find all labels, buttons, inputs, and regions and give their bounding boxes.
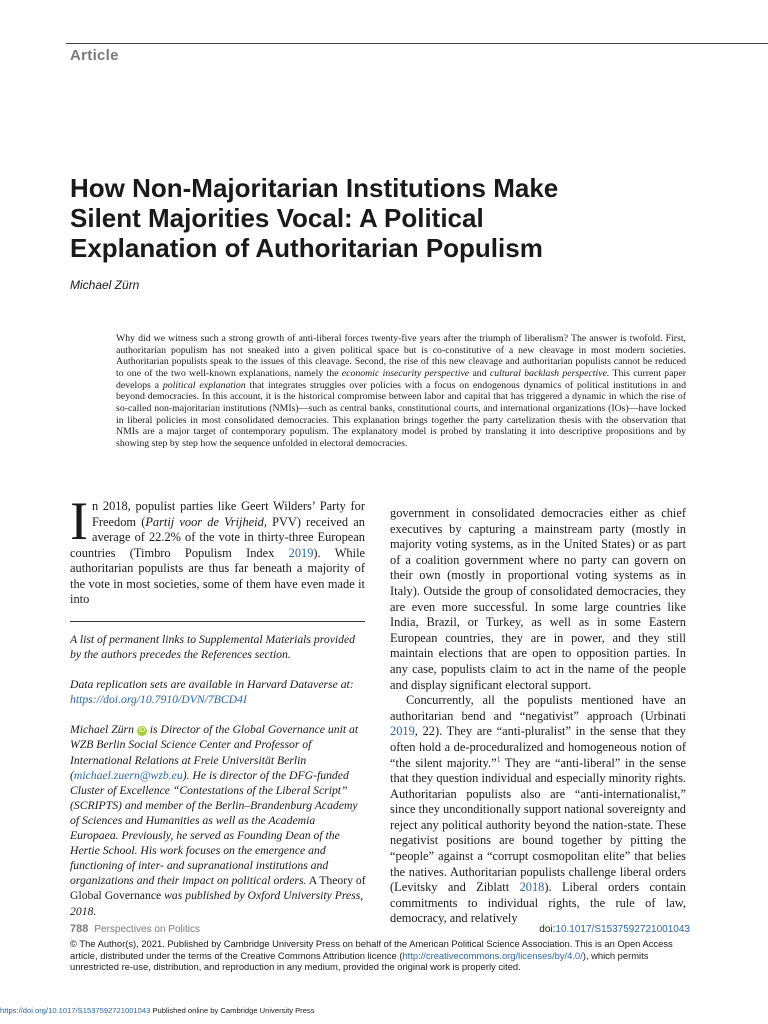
title-line: Explanation of Authoritarian Populism — [70, 233, 543, 263]
license-text: © The Author(s), 2021. Published by Cambridge University Press on behalf of the American Political Science Association. This is an Open Access article, distributed under the terms of the Creative Commons Attribution licence (http://creativecommons.org/licenses/by/4.0/), which permits unrestricted re-use, distribution, and reproduction in any medium, provided the original work is properly cited. — [70, 938, 673, 973]
doi-link[interactable]: 10.1017/S1537592721001043 — [555, 924, 690, 935]
body-paragraph: government in consolidated democracies either as chief executives by capturing a mainstream party (mostly in majority voting systems, as in the United States) or as part of a coalition government where no party can govern on their own (mostly in proportional voting systems as in Italy). Outside the group of consolidated democracies, they are even more successful. In some large countries like India, Brazil, or Turkey, as well as in some Eastern European countries, they are in power, and they still maintain elections that are open to opposition parties. In any case, populists claim to act in the name of the people and display significant electoral support. — [390, 506, 686, 692]
footnote-divider — [70, 621, 365, 622]
article-title — [70, 173, 710, 263]
publication-notice: https://doi.org/10.1017/S1537592721001043 Published online by Cambridge University Press — [0, 1006, 315, 1015]
citation-link[interactable]: 2018 — [519, 880, 545, 895]
footnote-marker[interactable]: 1 — [496, 754, 501, 764]
abstract: Why did we witness such a strong growth of anti-liberal forces twenty-five years after the triumph of liberalism? The answer is twofold. First, authoritarian populism has not sneaked into a given political space but is co-constitutive of a new cleavage in most modern societies. Authoritarian populists speak to the issues of this cleavage. Second, the rise of this new cleavage and authoritarian populists cannot be reduced to one of the two well-known explanations, namely the economic insecurity perspective and cultural backlash perspective. This current paper develops a political explanation that integrates struggles over policies with a focus on endogenous dynamics of political institutions in and beyond democracies. In this account, it is the historical compromise between labor and capital that has triggered a dynamic in which the rise of so-called non-majoritarian institutions (NMIs)—such as central banks, constitutional courts, and international organizations (IOs)—have locked in liberal policies in most consolidated democracies. This explanation brings together the party cartelization thesis with the observation that NMIs are a major target of contemporary populism. The explanatory model is probed by translating it into descriptive propositions and by showing step by step how the sequence unfolded in electoral democracies. — [116, 333, 687, 449]
body-paragraph: Concurrently, all the populists mentioned have an authoritarian bend and “negativist” approach (Urbinati 2019, 22). They are “anti-pluralist” in the sense that they often hold a de-proceduralized and homogeneous notion of “the silent majority.”$^1$ They are “anti-liberal” in the sense that they question individual and especially minority rights. Authoritarian populists also are “anti-internationalist,” since they unconditionally support national sovereignty and reject any political authority beyond the nation-state. These negativist positions are bound together by pitting the “people” against a “corrupt cosmopolitan elite” that belies the natives. Authoritarian populists challenge liberal orders (Levitsky and Ziblatt 2018). Liberal orders contain commitments to individual rights, the rule of law, democracy, and relatively — [390, 693, 686, 926]
journal-name: Perspectives on Politics — [94, 924, 200, 935]
page-footer — [70, 923, 690, 935]
citation-link[interactable]: 2019 — [288, 545, 314, 560]
author-email-link[interactable]: michael.zuern@wzb.eu — [73, 768, 183, 782]
drop-cap: I — [70, 491, 88, 551]
author-notes — [70, 632, 366, 934]
citation-link[interactable]: 2019 — [390, 724, 415, 739]
data-note: Data replication sets are available in Harvard Dataverse at: https://doi.org/10.7910/DVN/7BCD4I — [70, 678, 354, 707]
doi: doi:10.1017/S1537592721001043 — [539, 924, 690, 935]
article-type-label: Article — [70, 47, 119, 64]
page-number: 788 — [70, 923, 89, 935]
intro-paragraph: n 2018, populist parties like Geert Wilders’ Party for Freedom (Partij voor de Vrijheid, PVV) received an average of 22.2% of the vote in thirty-three European countries (Timbro Populism Index 2019). While authoritarian populists are thus far beneath a majority of the vote in most societies, some of them have even made it into — [70, 499, 366, 607]
body-column-right — [390, 506, 686, 927]
author-bio: Michael Zürn iD is Director of the Global Governance unit at WZB Berlin Social Science Center and Professor of International Relations at Freie Universität Berlin (michael.zuern@wzb.eu). He is director of the DFG-funded Cluster of Excellence “Contestations of the Liberal Script” (SCRIPTS) and member of the Berlin–Brandenburg Academy of Sciences and Humanities as well as the Academia Europaea. Previously, he served as Founding Dean of the Hertie School. His work focuses on the emergence and functioning of inter- and supranational institutions and organizations and their impact on political orders. A Theory of Global Governance was published by Oxford University Press, 2018. — [70, 723, 366, 918]
header-rule — [66, 43, 768, 44]
title-line: How Non-Majoritarian Institutions Make — [70, 173, 559, 203]
bottom-doi-link[interactable]: https://doi.org/10.1017/S1537592721001043 — [0, 1006, 151, 1015]
orcid-icon[interactable]: iD — [138, 727, 146, 735]
title-line: Silent Majorities Vocal: A Political — [70, 203, 484, 233]
license-link[interactable]: http://creativecommons.org/licenses/by/4.0/ — [402, 949, 583, 961]
dataverse-link[interactable]: https://doi.org/10.7910/DVN/7BCD4I — [70, 693, 247, 707]
body-column-left — [70, 491, 366, 608]
supplement-note: A list of permanent links to Supplemental Materials provided by the authors precedes the References section. — [70, 633, 356, 662]
author-name: Michael Zürn — [70, 278, 140, 292]
